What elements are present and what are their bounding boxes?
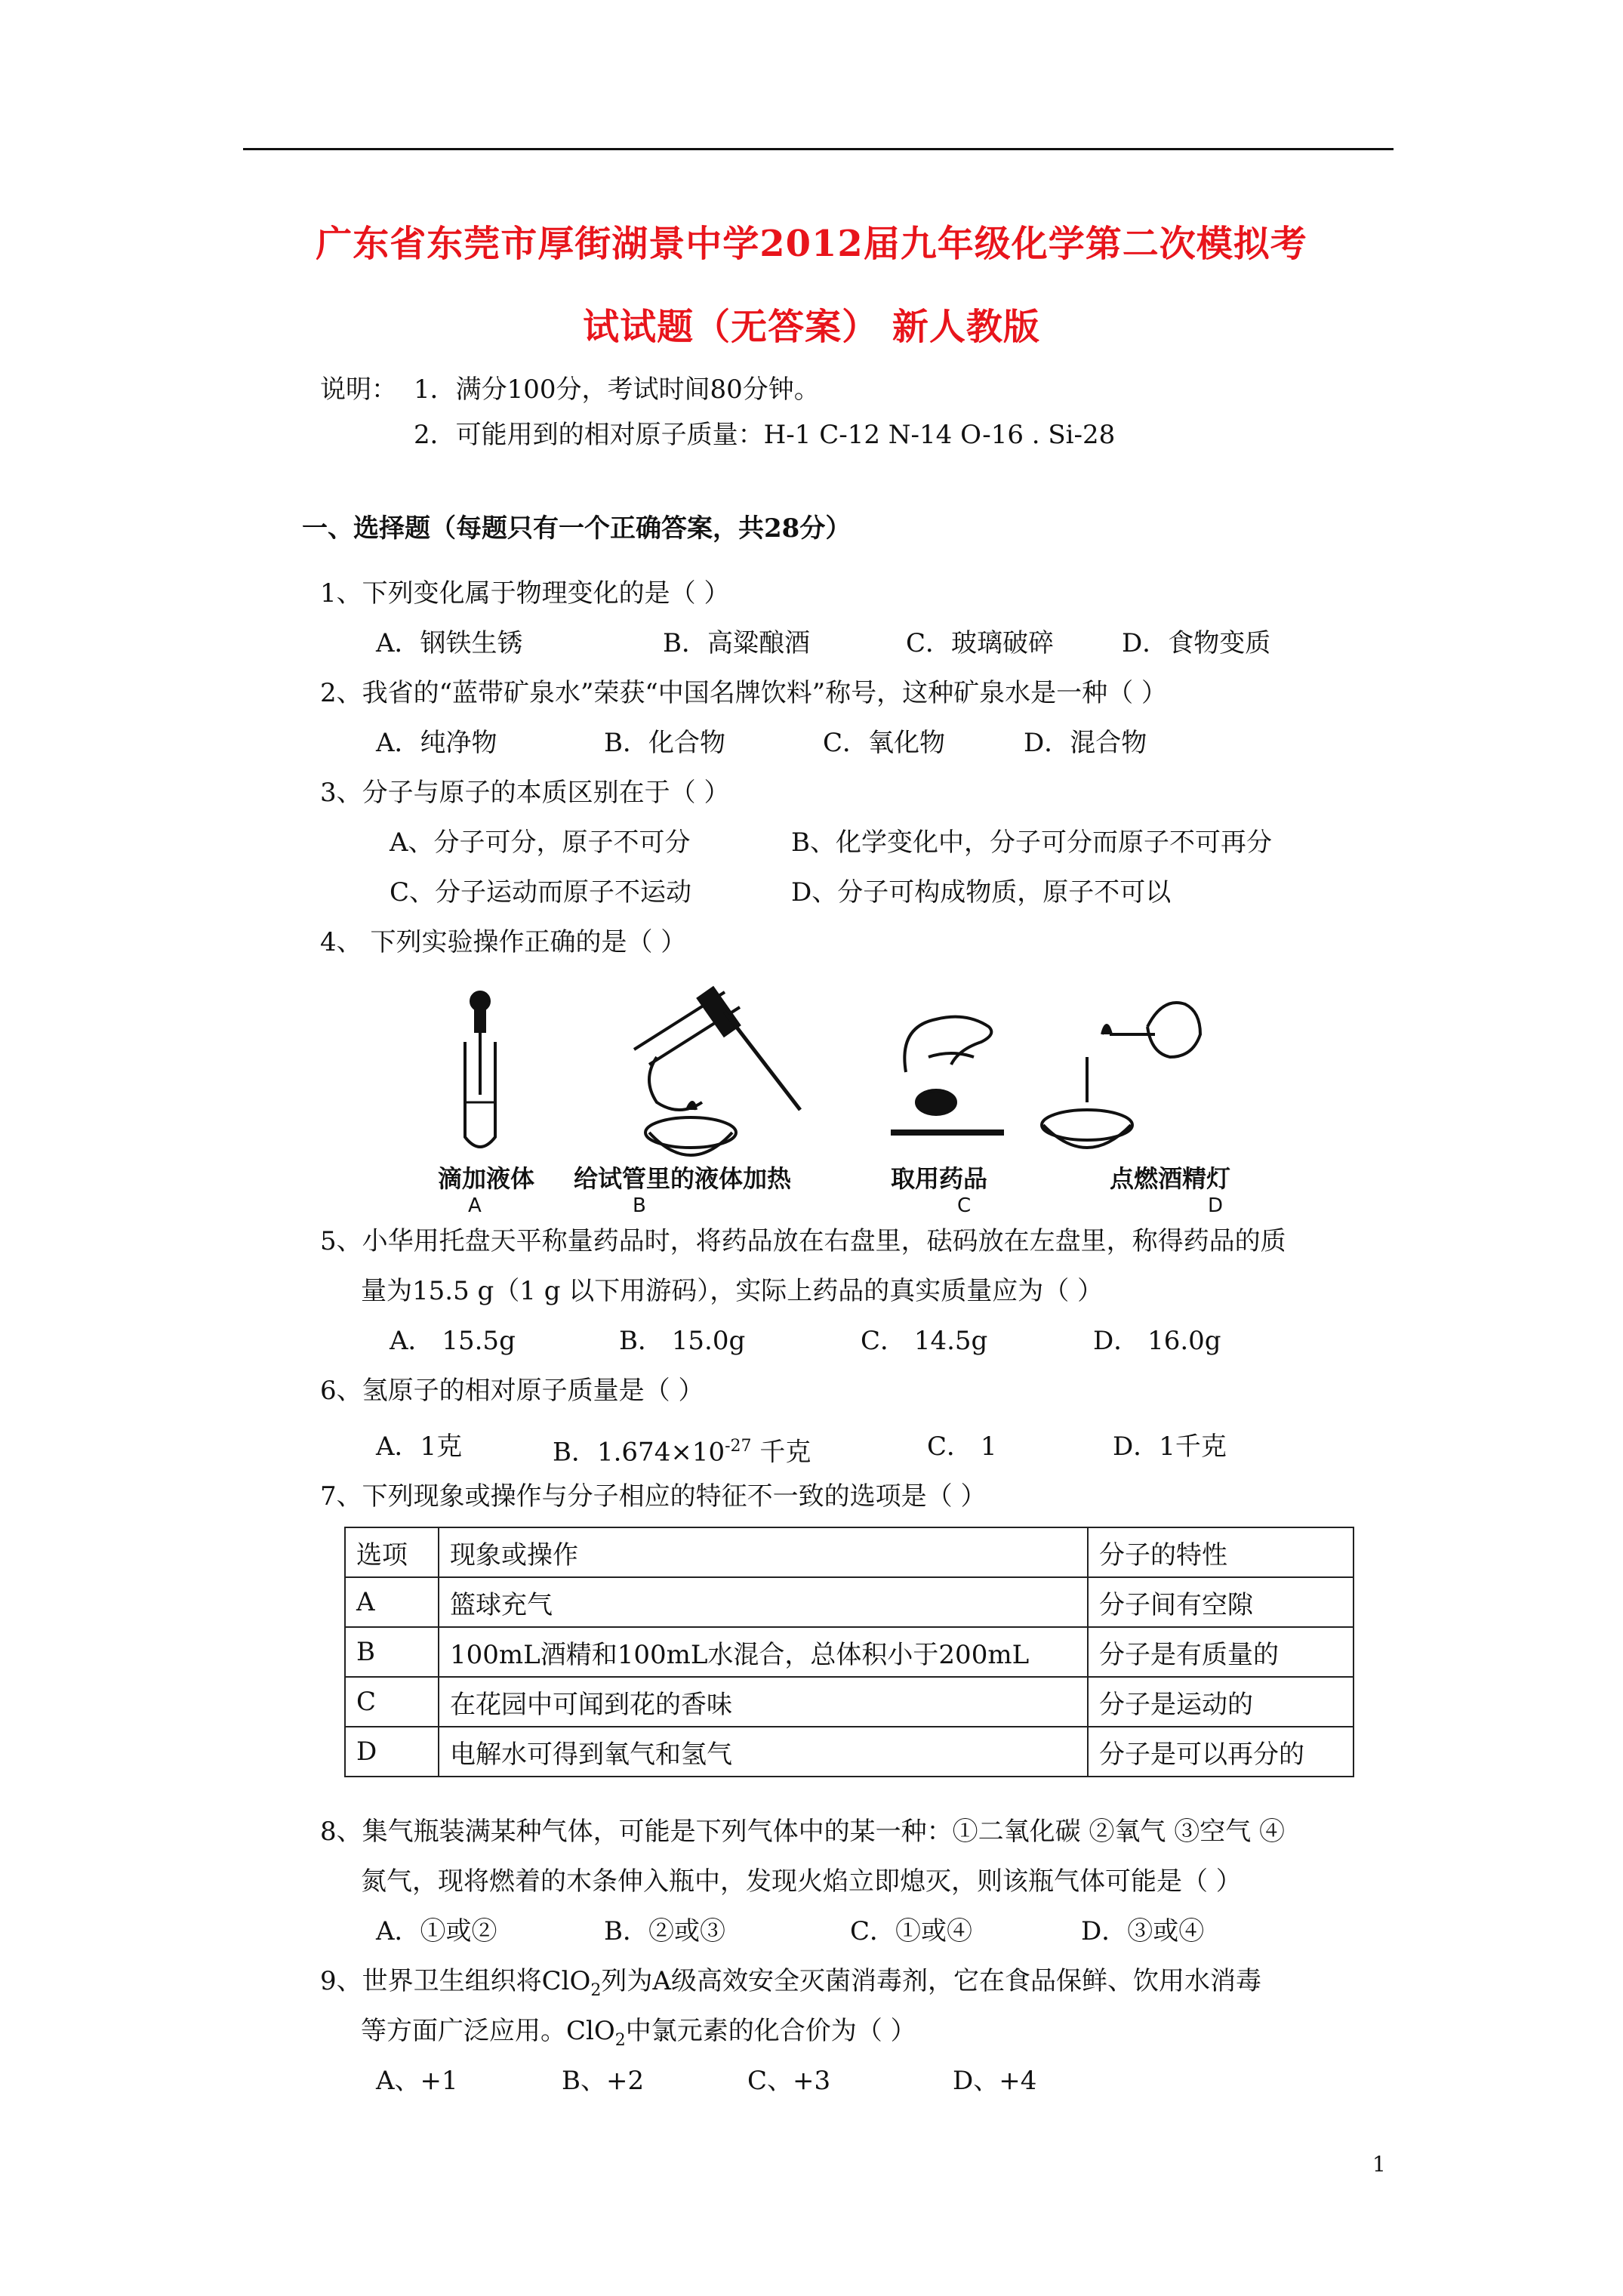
question-9-option-b: B、+2 <box>562 2066 645 2096</box>
question-6-stem: 6、氢原子的相对原子质量是（ ） <box>320 1376 704 1406</box>
table-cell: 分子间有空隙 <box>1088 1577 1354 1627</box>
question-9-line-2-subscript: 2 <box>614 2030 626 2050</box>
table-cell: 100mL酒精和100mL水混合，总体积小于200mL <box>439 1627 1088 1677</box>
question-8-stem-line-2: 氮气，现将燃着的木条伸入瓶中，发现火焰立即熄灭，则该瓶气体可能是（ ） <box>361 1866 1242 1897</box>
question-8-option-d: D．③或④ <box>1081 1916 1205 1946</box>
question-8-option-b: B．②或③ <box>604 1916 725 1946</box>
figure-caption-d: 点燃酒精灯 <box>1110 1164 1231 1193</box>
notes-label: 说明： <box>320 374 397 405</box>
table-row <box>345 1627 1354 1677</box>
table-cell: 在花园中可闻到花的香味 <box>439 1677 1088 1727</box>
question-9-line-2-pre: 等方面广泛应用。ClO <box>361 2016 615 2046</box>
table-cell: 电解水可得到氧气和氢气 <box>439 1727 1088 1777</box>
table-cell: B <box>345 1627 439 1677</box>
question-3-option-c: C、分子运动而原子不运动 <box>390 877 692 908</box>
figure-caption-a: 滴加液体 <box>438 1164 535 1193</box>
question-1-option-c: C．玻璃破碎 <box>906 628 1055 658</box>
question-2-option-b: B．化合物 <box>604 728 725 758</box>
question-2-stem: 2、我省的“蓝带矿泉水”荣获“中国名牌饮料”称号，这种矿泉水是一种（ ） <box>320 678 1167 708</box>
question-1-option-b: B．高粱酿酒 <box>663 628 810 658</box>
question-8-option-a: A．①或② <box>376 1916 497 1946</box>
question-5-option-d: D． 16.0g <box>1093 1326 1221 1356</box>
question-9-line-1-post: 列为A级高效安全灭菌消毒剂，它在食品保鲜、饮用水消毒 <box>601 1966 1261 1996</box>
question-6-option-d: D．1千克 <box>1113 1432 1227 1462</box>
page-title-line-1: 广东省东莞市厚街湖景中学2012届九年级化学第二次模拟考 <box>316 223 1307 265</box>
question-6-option-b-exponent: -27 <box>725 1437 752 1456</box>
heating-test-tube-illustration <box>634 988 800 1155</box>
question-9-stem-line-2 <box>361 2016 916 2056</box>
question-9-option-a: A、+1 <box>376 2066 458 2096</box>
question-3-stem: 3、分子与原子的本质区别在于（ ） <box>320 778 730 808</box>
table-row <box>345 1727 1354 1777</box>
question-1-stem: 1、下列变化属于物理变化的是（ ） <box>320 578 730 609</box>
figure-letter-a: A <box>468 1194 482 1217</box>
table-cell: C <box>345 1677 439 1727</box>
table-row <box>345 1577 1354 1627</box>
table-cell: 分子是有质量的 <box>1088 1627 1354 1677</box>
table-header-row <box>345 1527 1354 1577</box>
question-9-option-d: D、+4 <box>953 2066 1037 2096</box>
page-number: 1 <box>1372 2152 1386 2177</box>
figure-letter-c: C <box>957 1194 972 1217</box>
question-6-option-c: C． 1 <box>927 1432 997 1462</box>
page-title-line-2: 试试题（无答案） 新人教版 <box>583 306 1040 348</box>
question-2-option-a: A．纯净物 <box>376 728 497 758</box>
table-header-cell: 选项 <box>345 1527 439 1577</box>
question-5-option-c: C． 14.5g <box>861 1326 988 1356</box>
notes-item-2: 2．可能用到的相对原子质量：H-1 C-12 N-14 O-16 . Si-28 <box>414 420 1116 450</box>
question-2-option-d: D．混合物 <box>1024 728 1147 758</box>
question-4-stem: 4、 下列实验操作正确的是（ ） <box>320 927 687 957</box>
table-cell: A <box>345 1577 439 1627</box>
question-9-line-2-post: 中氯元素的化合价为（ ） <box>625 2016 916 2046</box>
question-9-stem-line-1 <box>320 1966 1261 2006</box>
question-9-line-1-subscript: 2 <box>590 1980 602 2000</box>
figure-letter-b: B <box>633 1194 646 1217</box>
question-1-option-d: D．食物变质 <box>1122 628 1271 658</box>
table-header-cell: 分子的特性 <box>1088 1527 1354 1577</box>
question-9-line-1-pre: 9、世界卫生组织将ClO <box>320 1966 591 1996</box>
table-row <box>345 1677 1354 1727</box>
figure-caption-b: 给试管里的液体加热 <box>574 1164 792 1193</box>
question-5-stem-line-2: 量为15.5 g（1 g 以下用游码），实际上药品的真实质量应为（ ） <box>361 1276 1104 1306</box>
figure-caption-c: 取用药品 <box>891 1164 988 1193</box>
table-cell: D <box>345 1727 439 1777</box>
table-cell: 分子是运动的 <box>1088 1677 1354 1727</box>
question-6-option-b-unit: 千克 <box>751 1437 812 1468</box>
question-6-option-b-base: B．1.674×10 <box>553 1437 725 1468</box>
question-5-option-a: A． 15.5g <box>390 1326 516 1356</box>
question-5-option-b: B． 15.0g <box>619 1326 746 1356</box>
taking-chemicals-illustration <box>891 1017 1004 1133</box>
header-rule <box>243 148 1394 150</box>
question-2-option-c: C．氧化物 <box>823 728 946 758</box>
lighting-alcohol-lamp-illustration <box>1042 1003 1200 1148</box>
question-6-option-a: A．1克 <box>376 1432 463 1462</box>
question-9-option-c: C、+3 <box>747 2066 831 2096</box>
question-7-stem: 7、下列现象或操作与分子相应的特征不一致的选项是（ ） <box>320 1481 987 1512</box>
question-5-stem-line-1: 5、小华用托盘天平称量药品时，将药品放在右盘里，砝码放在左盘里，称得药品的质 <box>320 1226 1286 1256</box>
question-3-option-b: B、化学变化中，分子可分而原子不可再分 <box>791 827 1272 858</box>
question-3-option-d: D、分子可构成物质，原子不可以 <box>791 877 1172 908</box>
dropper-test-tube-illustration <box>465 992 495 1147</box>
lab-operations-figure <box>423 982 1298 1223</box>
question-6-option-b <box>553 1432 811 1467</box>
table-header-cell: 现象或操作 <box>439 1527 1088 1577</box>
section-heading: 一、选择题（每题只有一个正确答案，共28分） <box>302 513 852 544</box>
question-8-stem-line-1: 8、集气瓶装满某种气体，可能是下列气体中的某一种：①二氧化碳 ②氧气 ③空气 ④ <box>320 1817 1286 1847</box>
question-8-option-c: C．①或④ <box>850 1916 973 1946</box>
question-1-option-a: A．钢铁生锈 <box>376 628 523 658</box>
table-cell: 分子是可以再分的 <box>1088 1727 1354 1777</box>
notes-item-1: 1．满分100分，考试时间80分钟。 <box>414 374 820 405</box>
table-cell: 篮球充气 <box>439 1577 1088 1627</box>
question-3-option-a: A、分子可分，原子不可分 <box>390 827 691 858</box>
figure-letter-d: D <box>1208 1194 1224 1217</box>
question-7-table <box>344 1527 1354 1777</box>
